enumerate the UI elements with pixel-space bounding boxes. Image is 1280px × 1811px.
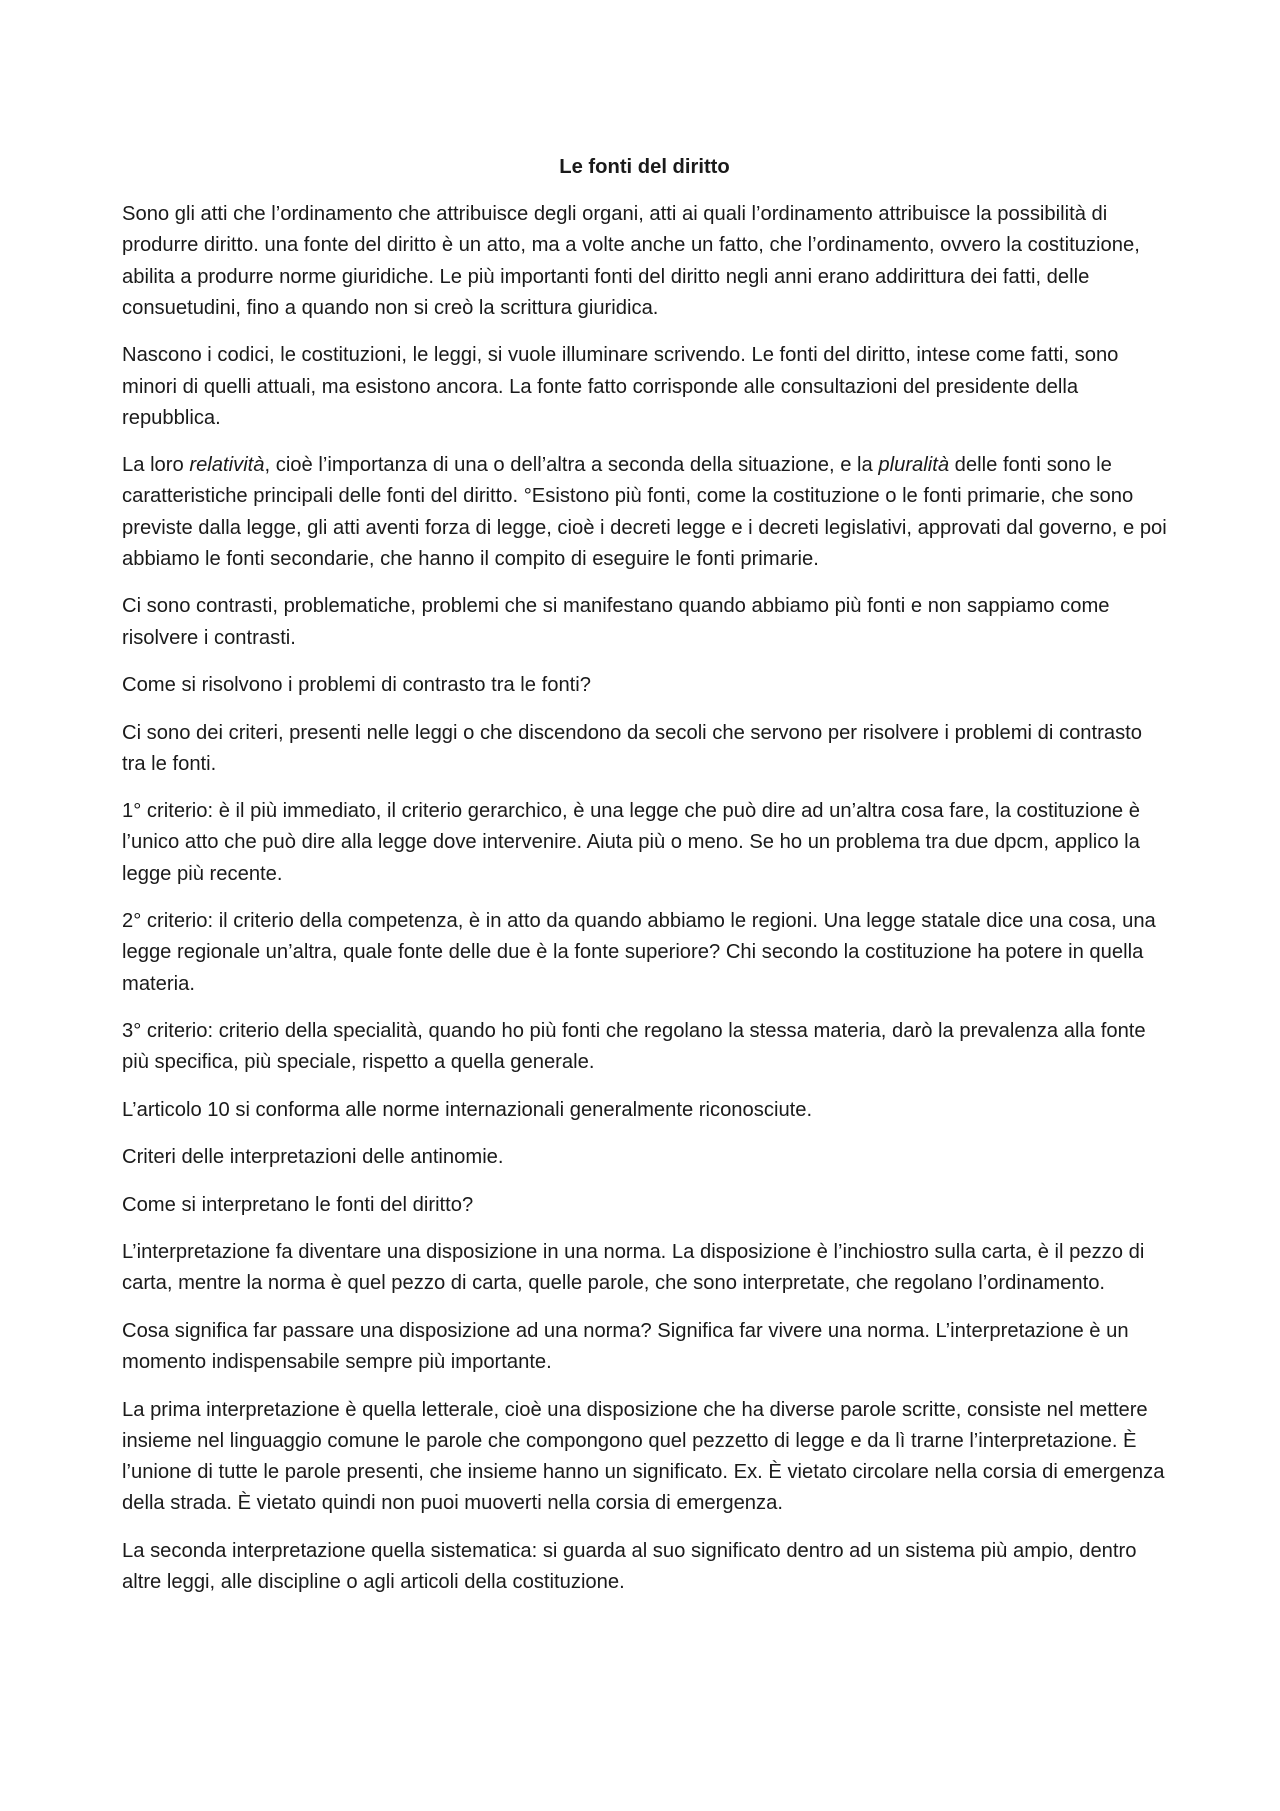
- paragraph: L’articolo 10 si conforma alle norme internazionali generalmente riconosciute.: [122, 1098, 813, 1121]
- paragraph: Come si interpretano le fonti del diritto?: [122, 1193, 474, 1216]
- paragraph: Ci sono dei criteri, presenti nelle leggi o che discendono da secoli che servono per risolvere i problemi di contrasto tra le fonti.: [122, 721, 1143, 775]
- document-title: Le fonti del diritto: [559, 156, 730, 178]
- paragraph: La seconda interpretazione quella sistematica: si guarda al suo significato dentro ad un sistema più ampio, dentro altre leggi, alle discipline o agli articoli della costituzione.: [122, 1539, 1137, 1593]
- emphasis-text: pluralità: [878, 454, 950, 477]
- paragraph: Sono gli atti che l’ordinamento che attribuisce degli organi, atti ai quali l’ordinamento attribuisce la possibilità di produrre diritto. una fonte del diritto è un atto, ma a volte anche un fatto, che l’ordinamento, ovvero la costituzione, abilita a produrre norme giuridiche. Le più importanti fonti del diritto negli anni erano addirittura dei fatti, delle consuetudini, fino a quando non si creò la scrittura giuridica.: [122, 203, 1140, 319]
- paragraph: 3° criterio: criterio della specialità, quando ho più fonti che regolano la stessa materia, darò la prevalenza alla fonte più specifica, più speciale, rispetto a quella generale.: [122, 1020, 1146, 1074]
- paragraph-text: La loro: [122, 454, 190, 477]
- paragraph-text: , cioè l’importanza di una o dell’altra a seconda della situazione, e la: [264, 454, 879, 477]
- document-body: [122, 152, 1167, 1614]
- paragraph: Criteri delle interpretazioni delle antinomie.: [122, 1146, 504, 1169]
- paragraph: L’interpretazione fa diventare una disposizione in una norma. La disposizione è l’inchiostro sulla carta, è il pezzo di carta, mentre la norma è quel pezzo di carta, quelle parole, che sono interpretate, che regolano l’ordinamento.: [122, 1241, 1145, 1295]
- paragraph-text: delle fonti sono le caratteristiche principali delle fonti del diritto. °Esistono più fonti, come la costituzione o le fonti primarie, che sono previste dalla legge, gli atti aventi forza di legge, cioè i decreti legge e i decreti legislativi, approvati dal governo, e poi abbiamo le fonti secondarie, che hanno il compito di eseguire le fonti primarie.: [122, 454, 1167, 570]
- paragraph: Cosa significa far passare una disposizione ad una norma? Significa far vivere una norma. L’interpretazione è un momento indispensabile sempre più importante.: [122, 1319, 1129, 1374]
- paragraph: Come si risolvono i problemi di contrasto tra le fonti?: [122, 674, 592, 697]
- paragraph: La prima interpretazione è quella letterale, cioè una disposizione che ha diverse parole scritte, consiste nel mettere insieme nel linguaggio comune le parole che compongono quel pezzetto di legge e da lì trarne l’interpretazione. È l’unione di tutte le parole presenti, che insieme hanno un significato. Ex. È vietato circolare nella corsia di emergenza della strada. È vietato quindi non puoi muoverti nella corsia di emergenza.: [122, 1398, 1165, 1515]
- paragraph: Nascono i codici, le costituzioni, le leggi, si vuole illuminare scrivendo. Le fonti del diritto, intese come fatti, sono minori di quelli attuali, ma esistono ancora. La fonte fatto corrisponde alle consultazioni del presidente della repubblica.: [122, 344, 1119, 429]
- paragraph: Ci sono contrasti, problematiche, problemi che si manifestano quando abbiamo più fonti e non sappiamo come risolvere i contrasti.: [122, 595, 1110, 649]
- paragraph: [122, 450, 1167, 575]
- emphasis-text: relatività: [189, 454, 265, 477]
- paragraph: 1° criterio: è il più immediato, il criterio gerarchico, è una legge che può dire ad un’altra cosa fare, la costituzione è l’unico atto che può dire alla legge dove intervenire. Aiuta più o meno. Se ho un problema tra due dpcm, applico la legge più recente.: [122, 800, 1140, 885]
- paragraph: 2° criterio: il criterio della competenza, è in atto da quando abbiamo le regioni. Una legge statale dice una cosa, una legge regionale un’altra, quale fonte delle due è la fonte superiore? Chi secondo la costituzione ha potere in quella materia.: [122, 910, 1156, 995]
